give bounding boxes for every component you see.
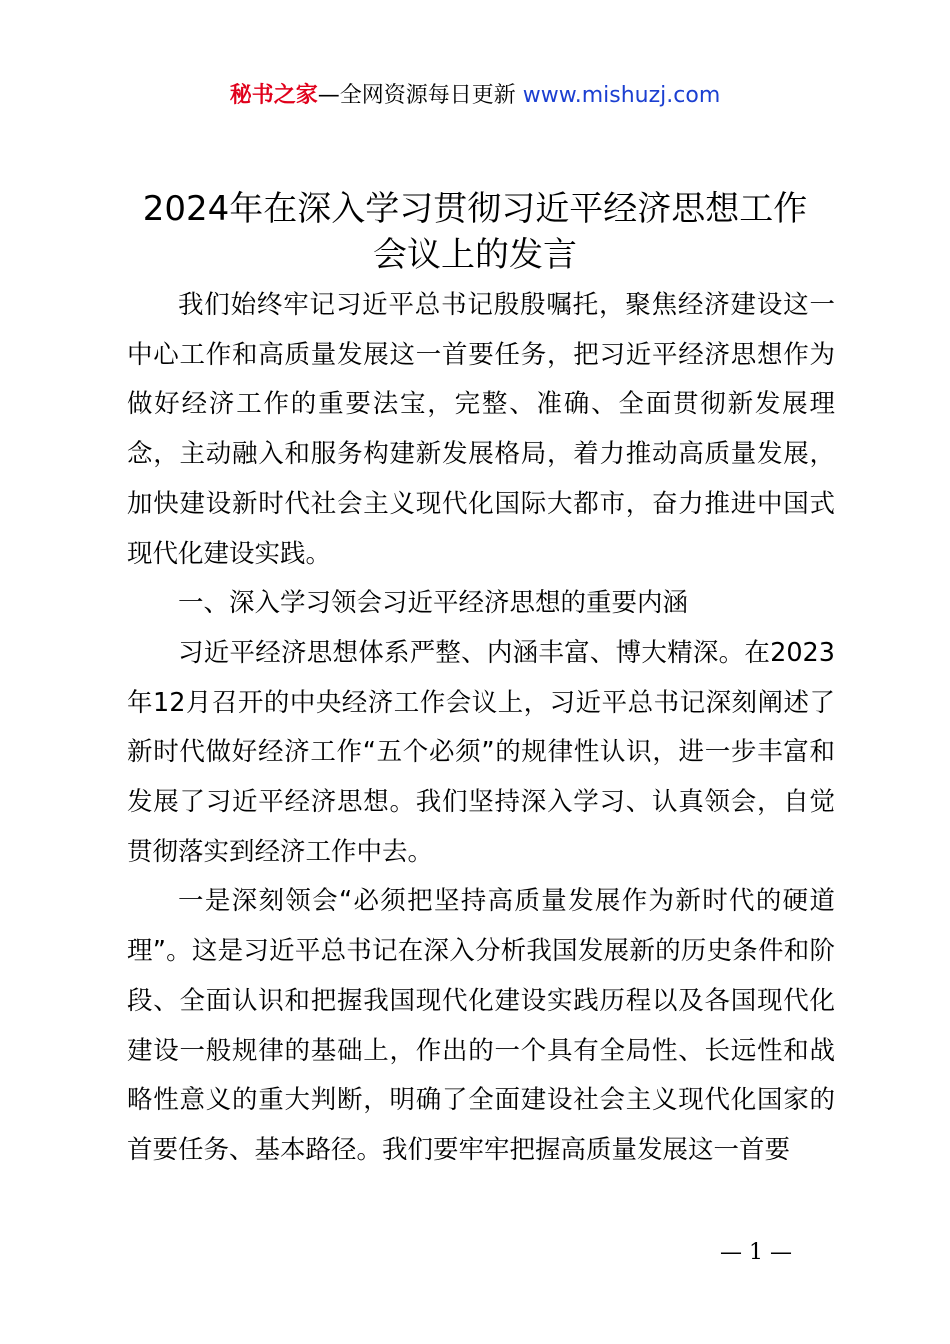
page-number: — 1 — bbox=[720, 1240, 792, 1265]
document-body bbox=[127, 281, 835, 1176]
title-line-2: 会议上的发言 bbox=[373, 235, 577, 275]
site-url-link[interactable]: www.mishuzj.com bbox=[522, 83, 721, 108]
site-tagline: —全网资源每日更新 bbox=[317, 83, 523, 108]
title-line-1: 2024年在深入学习贯彻习近平经济思想工作 bbox=[142, 189, 808, 229]
site-header bbox=[0, 82, 950, 110]
document-title bbox=[60, 186, 890, 278]
site-brand: 秘书之家 bbox=[229, 83, 318, 108]
paragraph-intro: 我们始终牢记习近平总书记殷殷嘱托，聚焦经济建设这一中心工作和高质量发展这一首要任务，把习近平经济思想作为做好经济工作的重要法宝，完整、准确、全面贯彻新发展理念，主动融入和服务构建新发展格局，着力推动高质量发展，加快建设新时代社会主义现代化国际大都市，奋力推进中国式现代化建设实践。 bbox=[127, 290, 835, 569]
section-heading-1: 一、深入学习领会习近平经济思想的重要内涵 bbox=[178, 588, 689, 619]
paragraph-section-1: 习近平经济思想体系严整、内涵丰富、博大精深。在2023年12月召开的中央经济工作会议上，习近平总书记深刻阐述了新时代做好经济工作“五个必须”的规律性认识，进一步丰富和发展了习近平经济思想。我们坚持深入学习、认真领会，自觉贯彻落实到经济工作中去。 bbox=[127, 637, 835, 867]
paragraph-point-1: 一是深刻领会“必须把坚持高质量发展作为新时代的硬道理”。这是习近平总书记在深入分析我国发展新的历史条件和阶段、全面认识和把握我国现代化建设实践历程以及各国现代化建设一般规律的基础上，作出的一个具有全局性、长远性和战略性意义的重大判断，明确了全面建设社会主义现代化国家的首要任务、基本路径。我们要牢牢把握高质量发展这一首要 bbox=[127, 886, 835, 1165]
